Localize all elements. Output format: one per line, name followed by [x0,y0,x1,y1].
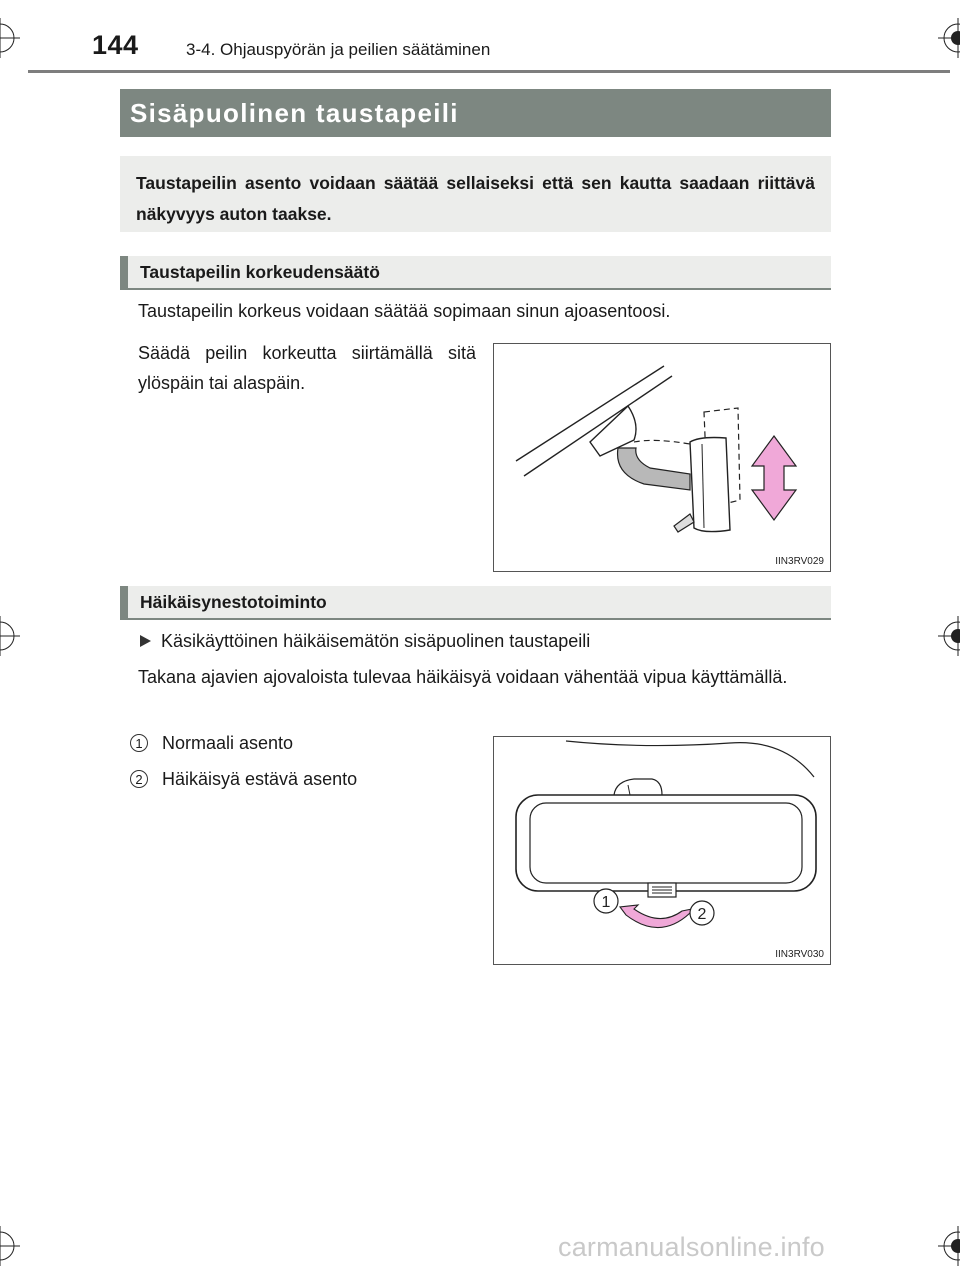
item-number-1: 1 [130,734,148,752]
figure-label-1: 1 [601,894,611,911]
registration-mark-icon [0,1226,20,1266]
item-label-normal: Normaali asento [162,733,294,753]
watermark: carmanualsonline.info [558,1232,825,1262]
page-number: 144 [92,30,139,60]
registration-mark-icon [0,18,20,58]
item-number-2: 2 [130,770,148,788]
figure-code: IIN3RV030 [775,949,824,960]
chapter-title: 3-4. Ohjauspyörän ja peilien säätäminen [186,40,491,59]
subheading-height-adjust: Taustapeilin korkeudensäätö [120,256,831,290]
figure-code: IIN3RV029 [775,556,824,567]
registration-mark-icon [938,18,960,58]
anti-glare-text: Takana ajavien ajovaloista tulevaa häikäisyä voidaan vähentää vipua käyttämällä. [138,667,788,687]
item-label-antiglare: Häikäisyä estävä asento [162,769,358,789]
intro-box: Taustapeilin asento voidaan säätää sellaiseksi että sen kautta saadaan riittävä näkyvyys auton taakse. [120,156,831,232]
figure-label-2: 2 [697,906,707,923]
registration-mark-icon [0,616,20,656]
registration-mark-icon [938,616,960,656]
section-title: Sisäpuolinen taustapeili [120,89,831,137]
header-divider [28,70,950,73]
registration-mark-icon [938,1226,960,1266]
subheading-anti-glare: Häikäisynestotoiminto [120,586,831,620]
height-adjust-text: Taustapeilin korkeus voidaan säätää sopimaan sinun ajoasentoosi. [138,301,671,321]
triangle-right-icon [138,634,154,650]
mirror-antiglare-figure [493,736,831,965]
height-adjust-instruction: Säädä peilin korkeutta siirtämällä sitä ylöspäin tai alaspäin. [138,343,476,393]
bullet-item: Käsikäyttöinen häikäisemätön sisäpuolinen taustapeili [161,631,591,651]
mirror-height-figure [493,343,831,572]
